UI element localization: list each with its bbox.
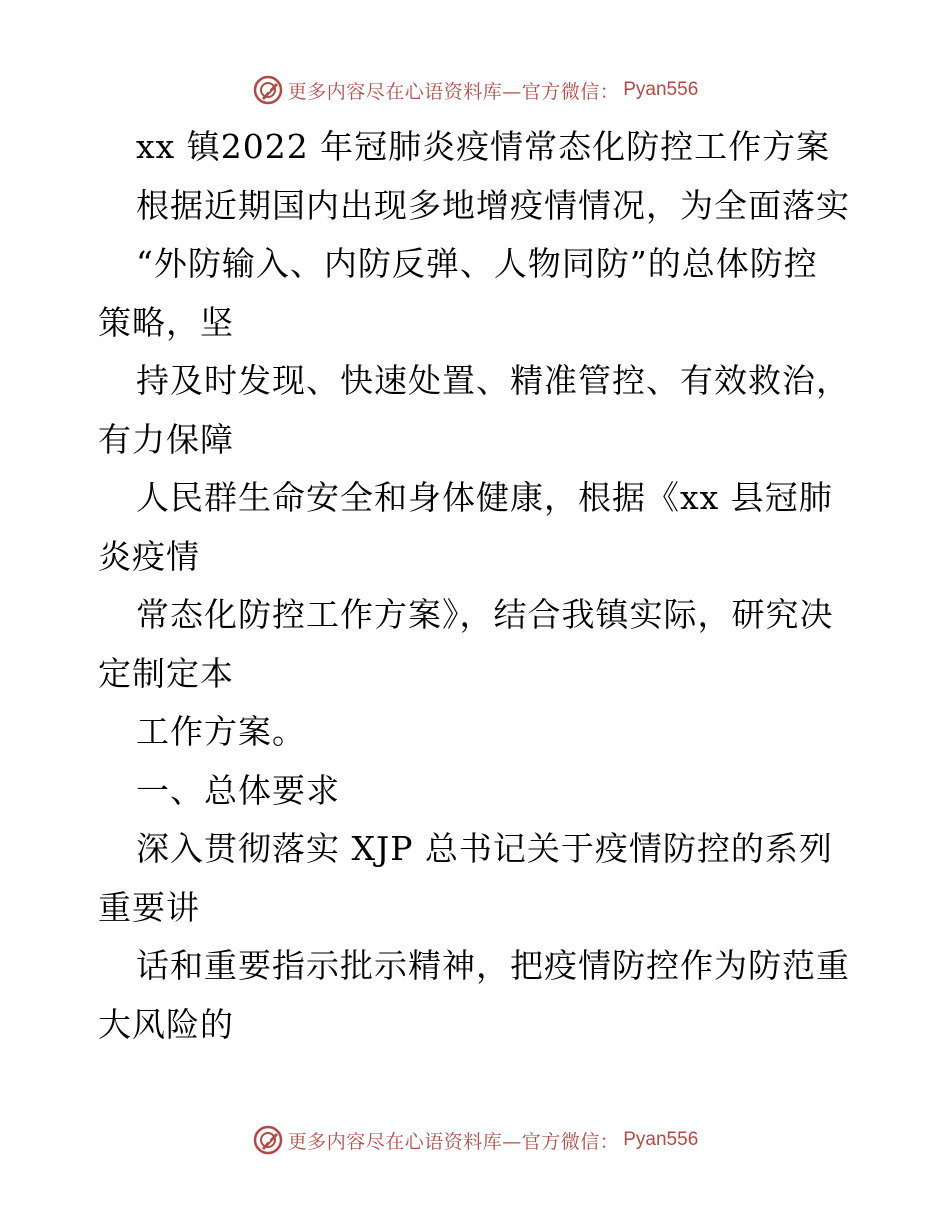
footer-watermark-banner (0, 1120, 950, 1160)
paragraph-line: 常态化防控工作方案》，结合我镇实际，研究决 (136, 595, 834, 634)
paragraph-line: “外防输入、内防反弹、人物同防”的总体防控 (136, 244, 818, 283)
paragraph-line: 定制定本 (98, 653, 234, 693)
paragraph-line: 炎疫情 (98, 536, 200, 576)
brand-logo-icon (252, 1124, 284, 1156)
paragraph-line: 持及时发现、快速处置、精准管控、有效救治， (136, 361, 850, 400)
paragraph-line: 根据近期国内出现多地增疫情情况，为全面落实 (136, 185, 850, 225)
banner-text: 更多内容尽在心语资料库—官方微信： (287, 1130, 620, 1153)
paragraph-line: 深入贯彻落实 XJP 总书记关于疫情防控的系列 (136, 829, 833, 868)
brand-logo-icon (252, 74, 284, 106)
banner-wechat-id: Pyan556 (623, 79, 699, 100)
paragraph-line: 话和重要指示批示精神，把疫情防控作为防范重 (136, 946, 850, 985)
section-heading: 一、总体要求 (136, 770, 340, 810)
header-watermark-banner (0, 70, 950, 110)
banner-text: 更多内容尽在心语资料库—官方微信： (287, 80, 620, 103)
paragraph-line: 工作方案。 (136, 712, 306, 751)
document-title: xx 镇2022 年冠肺炎疫情常态化防控工作方案 (136, 127, 831, 166)
banner-wechat-id: Pyan556 (623, 1129, 699, 1150)
paragraph-line: 重要讲 (98, 887, 200, 927)
paragraph-line: 人民群生命安全和身体健康，根据《xx 县冠肺 (136, 478, 833, 517)
document-body (98, 118, 858, 1054)
paragraph-line: 策略，坚 (98, 302, 234, 342)
paragraph-line: 大风险的 (98, 1004, 234, 1044)
paragraph-line: 有力保障 (98, 419, 234, 459)
